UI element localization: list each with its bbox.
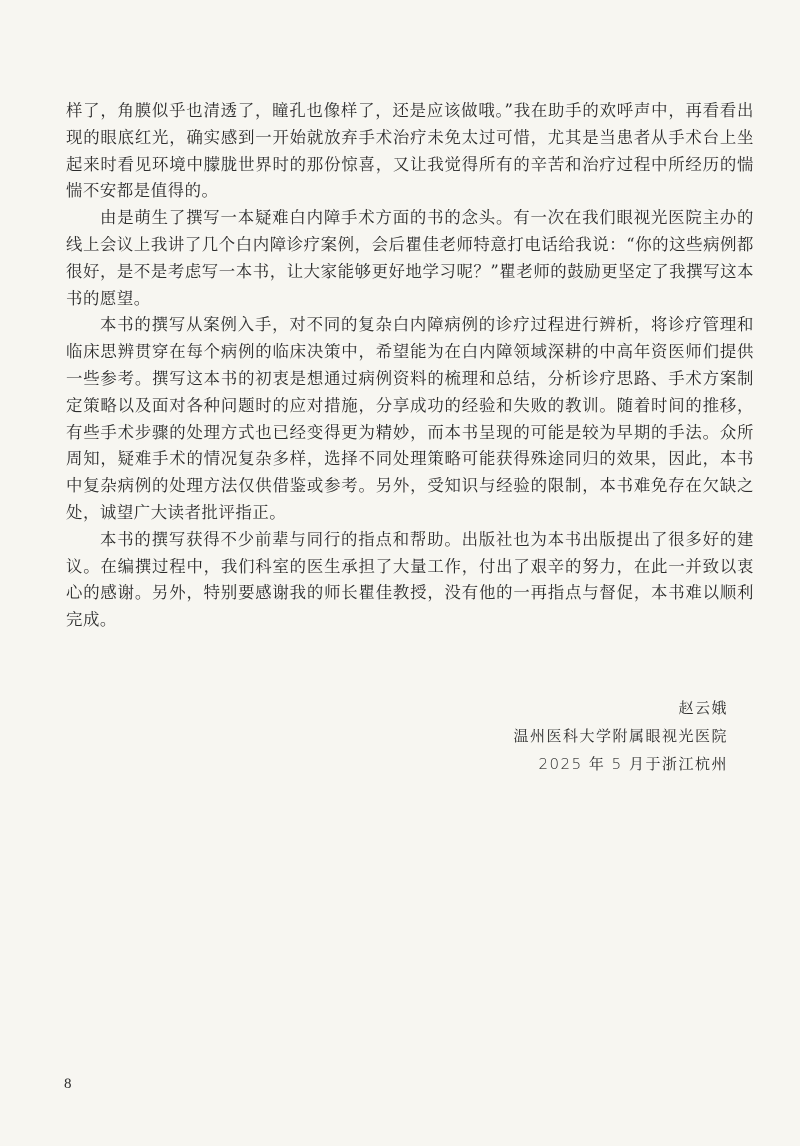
preface-body (66, 98, 754, 634)
paragraph: 本书的撰写从案例入手，对不同的复杂白内障病例的诊疗过程进行辨析，将诊疗管理和临床思辨贯穿在每个病例的临床决策中，希望能为在白内障领域深耕的中高年资医师们提供一些参考。撰写这本书的初衷是想通过病例资料的梳理和总结，分析诊疗思路、手术方案制定策略以及面对各种问题时的应对措施，分享成功的经验和失败的教训。随着时间的推移，有些手术步骤的处理方式也已经变得更为精妙，而本书呈现的可能是较为早期的手法。众所周知，疑难手术的情况复杂多样，选择不同处理策略可能获得殊途同归的效果，因此，本书中复杂病例的处理方法仅供借鉴或参考。另外，受知识与经验的限制，本书难免存在欠缺之处，诚望广大读者批评指正。 (66, 315, 754, 522)
author-affiliation: 温州医科大学附属眼视光医院 (513, 727, 728, 745)
page-number: 8 (64, 1076, 72, 1092)
author-name: 赵云娥 (678, 699, 728, 717)
paragraph: 本书的撰写获得不少前辈与同行的指点和帮助。出版社也为本书出版提出了很多好的建议。在编撰过程中，我们科室的医生承担了大量工作，付出了艰辛的努力，在此一并致以衷心的感谢。另外，特别要感谢我的师长瞿佳教授，没有他的一再指点与督促，本书难以顺利完成。 (66, 529, 754, 630)
paragraph-continued: 样了，角膜似乎也清透了，瞳孔也像样了，还是应该做哦。”我在助手的欢呼声中，再看看出现的眼底红光，确实感到一开始就放弃手术治疗未免太过可惜，尤其是当患者从手术台上坐起来时看见环境中朦胧世界时的那份惊喜，又让我觉得所有的辛苦和治疗过程中所经历的惴惴不安都是值得的。 (66, 101, 754, 201)
paragraph: 由是萌生了撰写一本疑难白内障手术方面的书的念头。有一次在我们眼视光医院主办的线上会议上我讲了几个白内障诊疗案例，会后瞿佳老师特意打电话给我说：“你的这些病例都很好，是不是考虑写一本书，让大家能够更好地学习呢？”瞿老师的鼓励更坚定了我撰写这本书的愿望。 (66, 208, 754, 308)
signature-block (513, 694, 728, 778)
signature-date-place: 2025 年 5 月于浙江杭州 (538, 755, 728, 773)
